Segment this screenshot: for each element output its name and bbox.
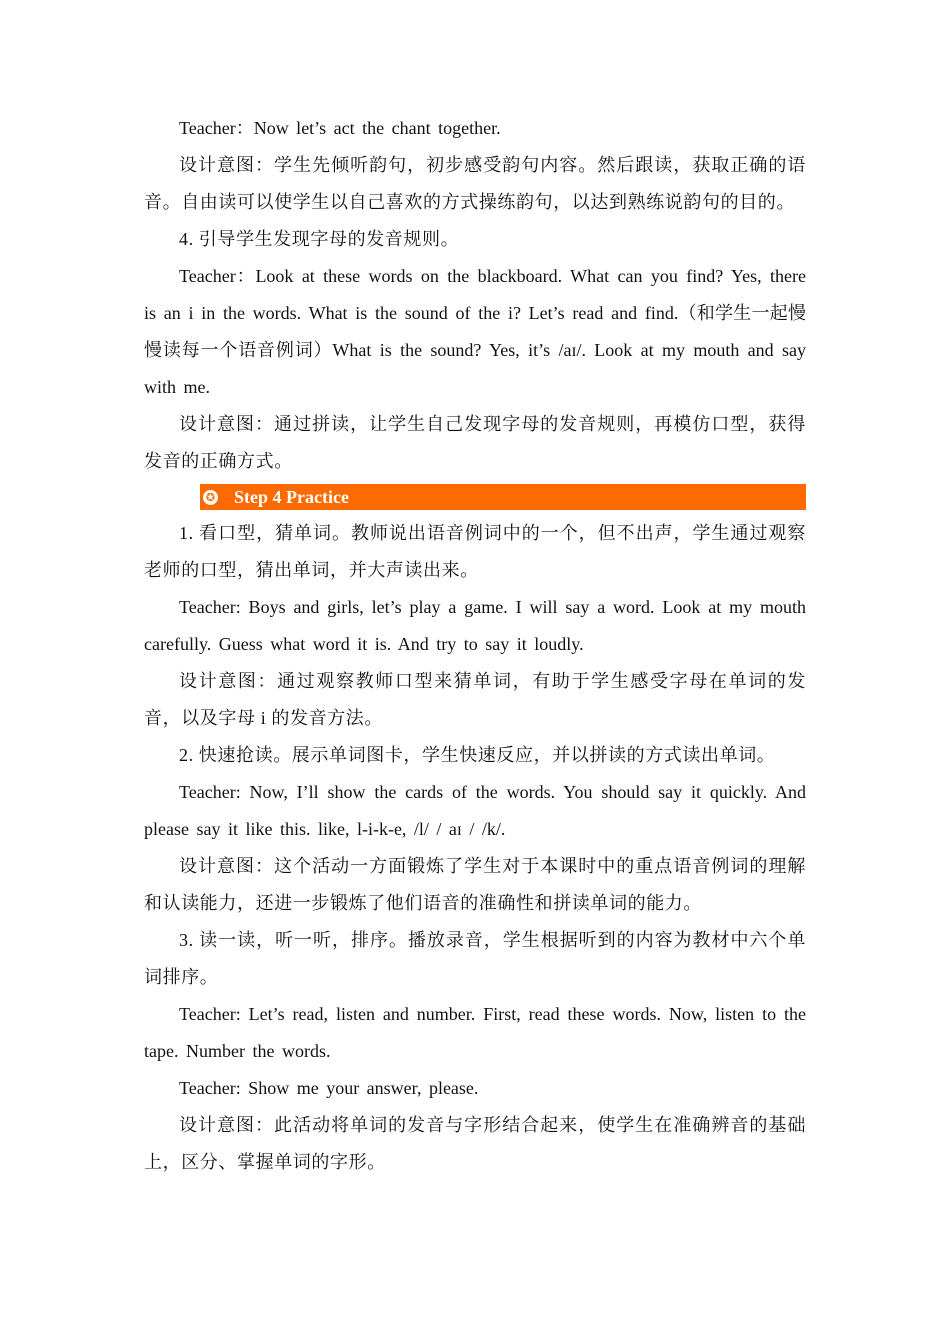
teacher-line-game: Teacher: Boys and girls, let’s play a game. I will say a word. Look at my mouth carefully. Guess what word it is. And try to say it loudly.: [144, 597, 806, 654]
activity-4-heading: 4. 引导学生发现字母的发音规则。: [179, 229, 460, 249]
step-4-label: Step 4 Practice: [234, 486, 349, 507]
design-intent-spelling: 设计意图：通过拼读，让学生自己发现字母的发音规则，再模仿口型，获得发音的正确方式。: [144, 414, 806, 471]
design-intent-quick-read: 设计意图：这个活动一方面锻炼了学生对于本课时中的重点语音例词的理解和认读能力，还进一步锻炼了他们语音的准确性和拼读单词的能力。: [144, 856, 806, 913]
teacher-line-blackboard: Teacher：Look at these words on the blackboard. What can you find? Yes, there is an i in the words. What is the sound of the i? Let’s read and find.（和学生一起慢慢读每一个语音例词）What is the sound? Yes, it’s /aɪ/. Look at my mouth and say with me.: [144, 266, 806, 397]
teacher-line-act-chant: Teacher：Now let’s act the chant together.: [179, 118, 501, 138]
design-intent-guess: 设计意图：通过观察教师口型来猜单词，有助于学生感受字母在单词的发音，以及字母 i 的发音方法。: [144, 671, 806, 728]
step-4-header: [200, 484, 806, 510]
teacher-line-listen: Teacher: Let’s read, listen and number. First, read these words. Now, listen to the tape. Number the words.: [144, 1004, 806, 1061]
star-circle-icon: ✪: [203, 490, 218, 505]
activity-3-read-listen-number: 3. 读一读，听一听，排序。播放录音，学生根据听到的内容为教材中六个单词排序。: [144, 930, 806, 987]
teacher-line-cards: Teacher: Now, I’ll show the cards of the words. You should say it quickly. And please say it like this. like, l-i-k-e, /l/ / aɪ / /k/.: [144, 782, 806, 839]
design-intent-chant: 设计意图：学生先倾听韵句，初步感受韵句内容。然后跟读，获取正确的语音。自由读可以使学生以自己喜欢的方式操练韵句，以达到熟练说韵句的目的。: [144, 155, 806, 212]
design-intent-number: 设计意图：此活动将单词的发音与字形结合起来，使学生在准确辨音的基础上，区分、掌握单词的字形。: [144, 1115, 806, 1172]
document-body: [144, 110, 806, 1181]
teacher-line-answer: Teacher: Show me your answer, please.: [179, 1078, 479, 1098]
activity-1-guess-word: 1. 看口型，猜单词。教师说出语音例词中的一个，但不出声，学生通过观察老师的口型，猜出单词，并大声读出来。: [144, 523, 806, 580]
activity-2-quick-read: 2. 快速抢读。展示单词图卡，学生快速反应，并以拼读的方式读出单词。: [179, 745, 776, 765]
